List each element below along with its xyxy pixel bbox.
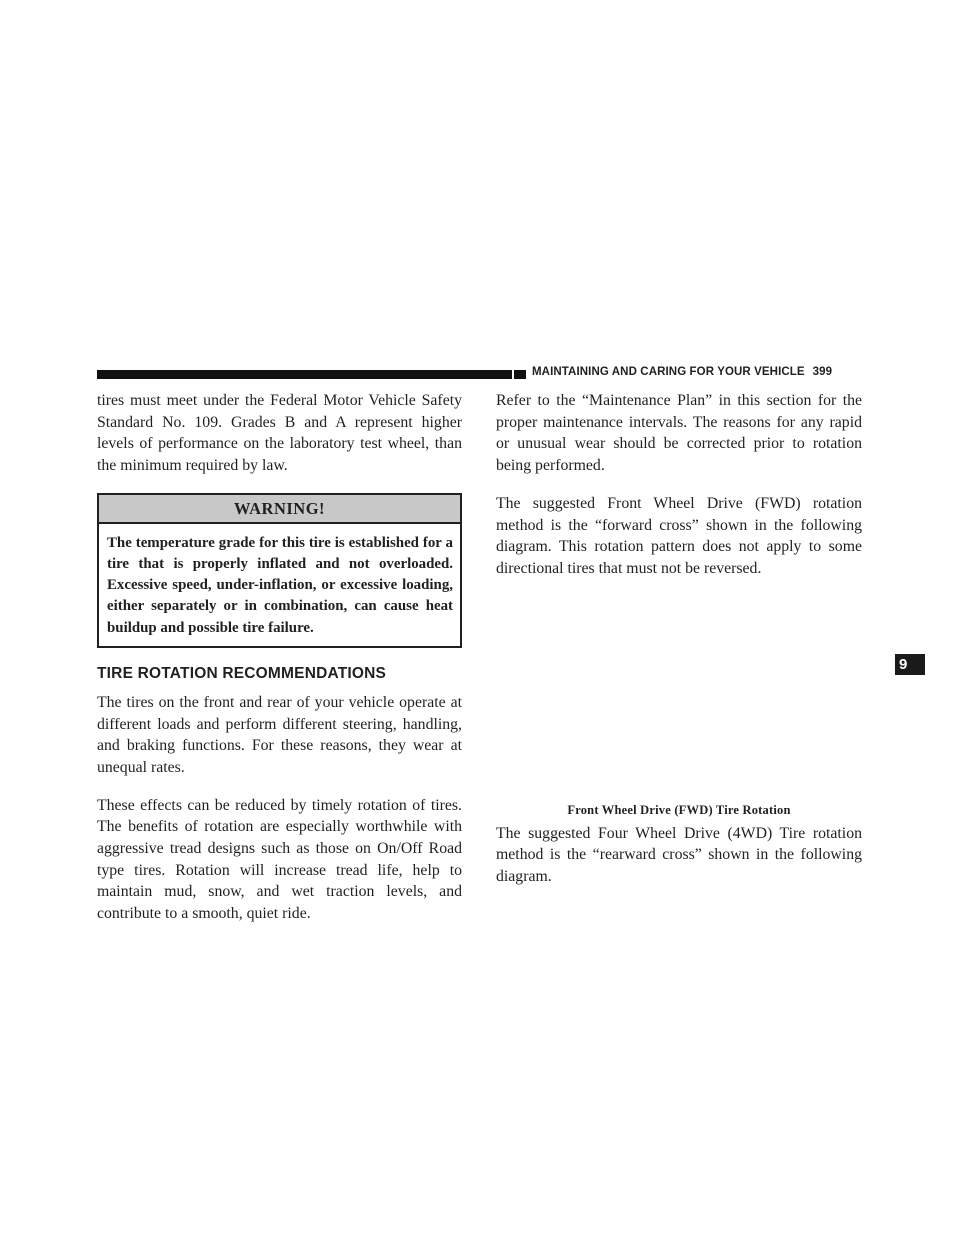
figure-caption: Front Wheel Drive (FWD) Tire Rotation [567,802,791,817]
chapter-tab: 9 [895,654,925,675]
header-rule [97,370,512,379]
header-title: MAINTAINING AND CARING FOR YOUR VEHICLE [532,366,805,378]
rotation-paragraph-1: The tires on the front and rear of your vehicle operate at different loads and perform different steering, handling, and braking functions. For these reasons, they wear at unequal rates. [97,693,462,776]
figure-placeholder [496,596,862,803]
fwd-rotation-paragraph: The suggested Front Wheel Drive (FWD) rotation method is the “forward cross” shown in the following diagram. This rotation pattern does not apply to some directional tires that must not be reversed. [496,494,862,577]
rotation-paragraph-2: These effects can be reduced by timely rotation of tires. The benefits of rotation are especially worthwhile with aggressive tread designs such as those on On/Off Road type tires. Rotation will increase tread life, help to maintain mud, snow, and wet traction levels, and contribute to a smooth, quiet ride. [97,796,462,923]
page-number: 399 [812,366,833,378]
warning-text: The temperature grade for this tire is established for a tire that is properly inflated and not overloaded. Excessive speed, under-inflation, or excessive loading, either separately or in combination, can cause heat buildup and possible tire failure. [107,534,453,636]
warning-box [97,493,462,648]
running-header [532,366,872,378]
section-heading: TIRE ROTATION RECOMMENDATIONS [97,664,387,682]
warning-title: WARNING! [99,495,460,524]
intro-paragraph: tires must meet under the Federal Motor Vehicle Safety Standard No. 109. Grades B and A represent higher levels of performance on the laboratory test wheel, than the minimum required by law. [97,392,462,475]
left-column [97,390,462,941]
header-rule-segment [514,370,526,379]
4wd-rotation-paragraph: The suggested Four Wheel Drive (4WD) Tire rotation method is the “rearward cross” shown in the following diagram. [496,824,862,886]
maintenance-plan-paragraph: Refer to the “Maintenance Plan” in this section for the proper maintenance intervals. The reasons for any rapid or unusual wear should be corrected prior to rotation being performed. [496,392,862,475]
right-column [496,390,862,904]
